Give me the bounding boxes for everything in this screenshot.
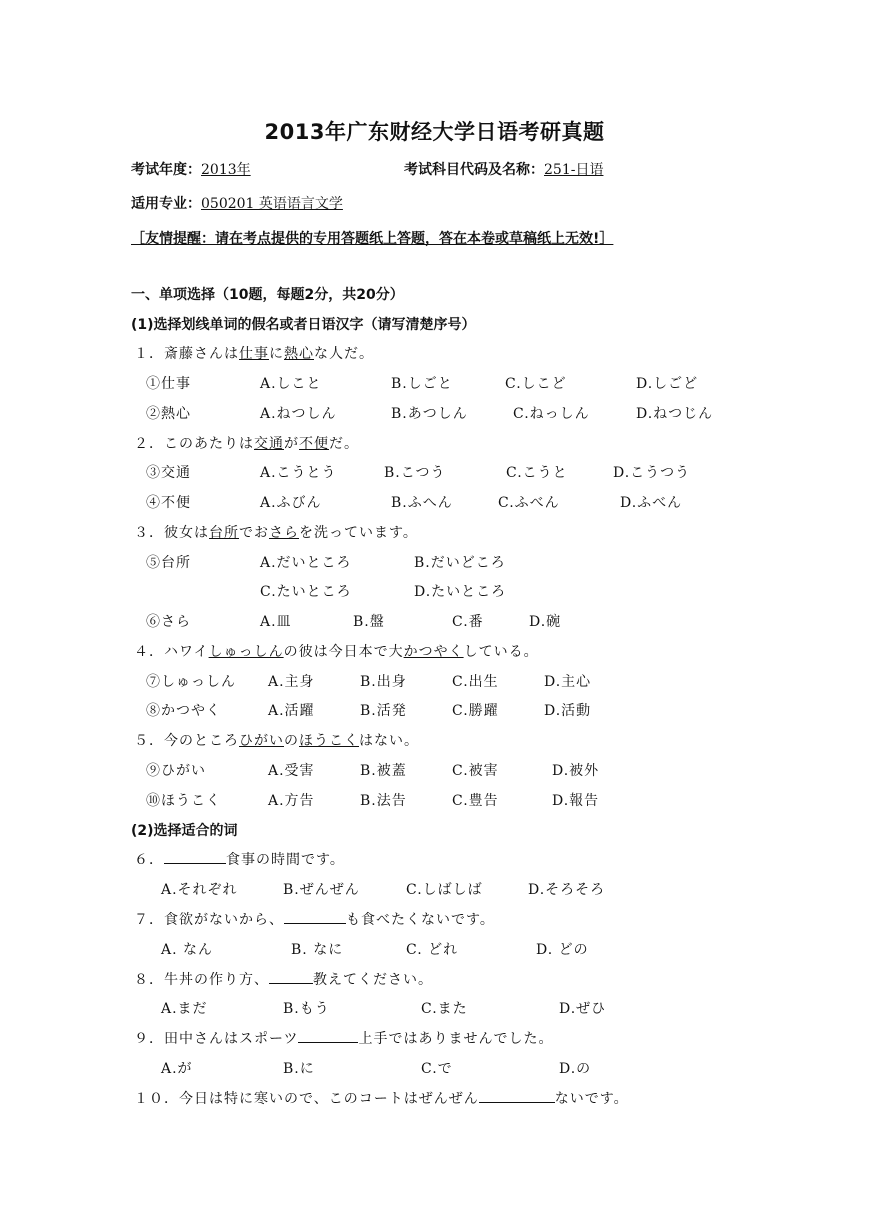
underlined-word: かつやく — [403, 644, 464, 660]
option-label: ④不便 — [146, 495, 191, 511]
option: B.に — [283, 1061, 315, 1077]
option: B.出身 — [360, 674, 407, 690]
underlined-word: 台所 — [209, 525, 239, 541]
underlined-word: 不便 — [299, 436, 329, 452]
underlined-word: さら — [269, 525, 299, 541]
option: A.が — [161, 1061, 193, 1077]
option-label: ⑧かつやく — [146, 703, 221, 719]
question-5: ５．今のところひがいのほうこくはない。 — [134, 733, 419, 749]
option: D.活動 — [544, 703, 592, 719]
part2-heading: (2)选择适合的词 — [131, 823, 238, 839]
option: C.たいところ — [260, 584, 352, 600]
answer-blank — [164, 849, 226, 864]
question-6: ６． 食事の時間です。 — [134, 849, 345, 869]
option: A.活躍 — [268, 703, 315, 719]
option: B. なに — [291, 942, 344, 958]
underlined-word: ひがい — [239, 733, 284, 749]
option-label: ①仕事 — [146, 376, 191, 392]
option: D.報告 — [552, 793, 600, 809]
option: D.碗 — [529, 614, 562, 630]
option: A.まだ — [161, 1001, 208, 1017]
option: C. どれ — [406, 942, 459, 958]
question-3: ３．彼女は台所でおさらを洗っています。 — [134, 525, 418, 541]
option: D. どの — [536, 942, 589, 958]
option: A.ねつしん — [260, 406, 337, 422]
reminder-note: ［友情提醒：请在考点提供的专用答题纸上答题，答在本卷或草稿纸上无效!］ — [131, 231, 614, 247]
option: A.主身 — [268, 674, 315, 690]
option: C.豊告 — [452, 793, 499, 809]
option-label: ⑩ほうこく — [146, 793, 221, 809]
option: B.盤 — [353, 614, 385, 630]
option: C.しこど — [505, 376, 567, 392]
major-value: 050201 英语语言文学 — [201, 196, 343, 212]
exam-major — [131, 193, 343, 213]
option: D.しごど — [636, 376, 699, 392]
section-heading: 一、单项选择（10题，每题2分，共20分） — [131, 287, 404, 303]
option: D.そろそろ — [528, 882, 606, 898]
option: B.もう — [283, 1001, 330, 1017]
option: D.被外 — [552, 763, 600, 779]
answer-blank — [284, 909, 346, 924]
option: C.しばしば — [406, 882, 483, 898]
year-label: 考试年度： — [131, 162, 201, 178]
option: A.ふびん — [260, 495, 322, 511]
option-label: ②熱心 — [146, 406, 191, 422]
option-label: ⑤台所 — [146, 555, 191, 571]
question-1: １．斎藤さんは仕事に熱心な人だ。 — [134, 346, 374, 362]
option: C.番 — [452, 614, 484, 630]
answer-blank — [479, 1088, 555, 1103]
option-label: ⑥さら — [146, 614, 191, 630]
part1-heading: (1)选择划线单词的假名或者日语汉字（请写清楚序号） — [131, 317, 476, 333]
option: C.また — [421, 1001, 468, 1017]
question-2: ２．このあたりは交通が不便だ。 — [134, 436, 359, 452]
option: D.ふべん — [620, 495, 683, 511]
option: C.ねっしん — [513, 406, 590, 422]
option: C.で — [421, 1061, 453, 1077]
option: A.それぞれ — [161, 882, 238, 898]
exam-subject — [404, 159, 603, 179]
option-label: ⑦しゅっしん — [146, 674, 236, 690]
underlined-word: 仕事 — [239, 346, 269, 362]
option: C.ふべん — [498, 495, 560, 511]
option: D.ぜひ — [559, 1001, 607, 1017]
option: A.だいところ — [260, 555, 352, 571]
option: B.ぜんぜん — [283, 882, 360, 898]
option-label: ⑨ひがい — [146, 763, 206, 779]
option: D.たいところ — [414, 584, 507, 600]
question-8: ８．牛丼の作り方、 教えてください。 — [134, 969, 433, 989]
option: A.受害 — [268, 763, 315, 779]
underlined-word: 交通 — [254, 436, 284, 452]
exam-year — [131, 159, 251, 179]
option: A. なん — [161, 942, 214, 958]
option: D.こうつう — [613, 465, 691, 481]
option: B.被蓋 — [360, 763, 407, 779]
option: B.ふへん — [391, 495, 453, 511]
question-10: １０．今日は特に寒いので、このコートはぜんぜん ないです。 — [134, 1088, 629, 1108]
option: C.こうと — [506, 465, 568, 481]
question-4: ４．ハワイしゅっしんの彼は今日本で大かつやくしている。 — [134, 644, 539, 660]
option: A.方告 — [268, 793, 315, 809]
subject-label: 考试科目代码及名称： — [404, 162, 544, 178]
answer-blank — [269, 969, 313, 984]
option: C.被害 — [452, 763, 499, 779]
major-label: 适用专业： — [131, 196, 201, 212]
option: A.しこと — [260, 376, 322, 392]
option: B.あつしん — [391, 406, 468, 422]
answer-blank — [298, 1028, 358, 1043]
option: A.こうとう — [260, 465, 337, 481]
option-label: ③交通 — [146, 465, 191, 481]
option: D.の — [559, 1061, 592, 1077]
option: B.だいどころ — [414, 555, 506, 571]
subject-value: 251-日语 — [544, 162, 604, 178]
underlined-word: 熱心 — [284, 346, 314, 362]
underlined-word: しゅっしん — [208, 644, 284, 660]
underlined-word: ほうこく — [299, 733, 359, 749]
option: D.ねつじん — [636, 406, 714, 422]
year-value: 2013年 — [201, 162, 251, 178]
question-9: ９．田中さんはスポーツ 上手ではありませんでした。 — [134, 1028, 553, 1048]
page-title: 2013年广东财经大学日语考研真题 — [264, 120, 605, 144]
option: A.皿 — [260, 614, 292, 630]
option: B.活発 — [360, 703, 407, 719]
question-7: ７．食欲がないから、 も食べたくないです。 — [134, 909, 495, 929]
option: D.主心 — [544, 674, 592, 690]
option: C.出生 — [452, 674, 499, 690]
option: B.こつう — [384, 465, 446, 481]
option: B.法告 — [360, 793, 407, 809]
option: B.しごと — [391, 376, 453, 392]
option: C.勝躍 — [452, 703, 499, 719]
